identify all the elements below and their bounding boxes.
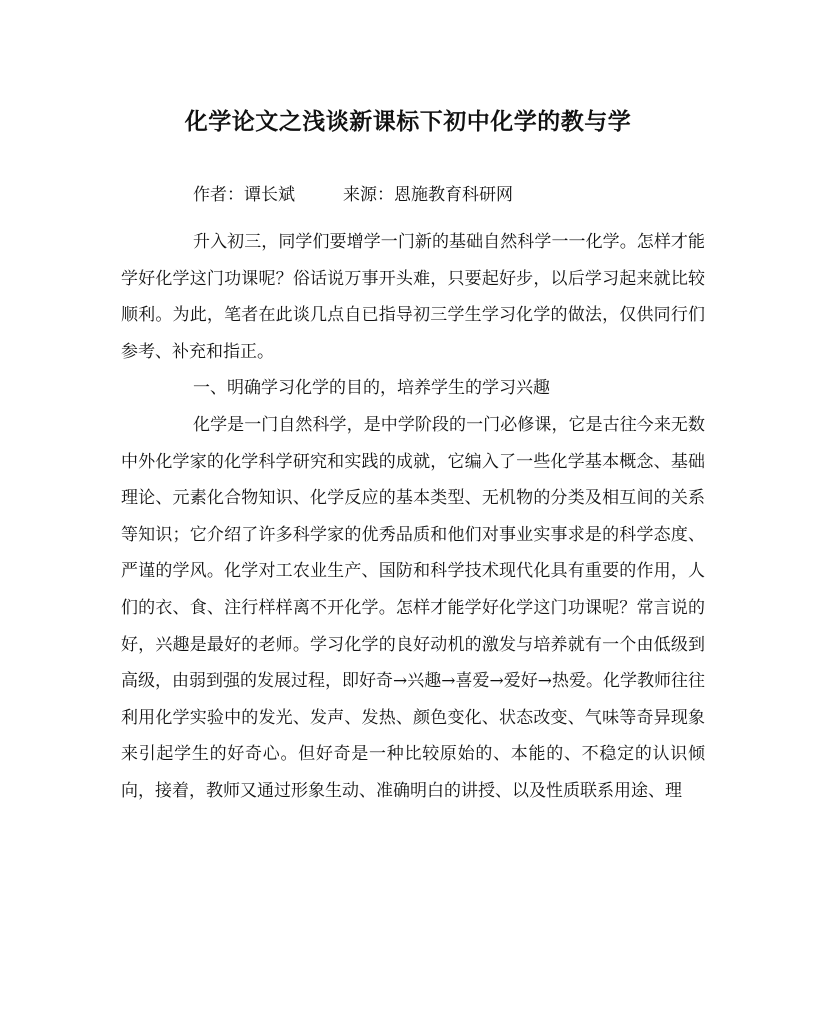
document-title: 化学论文之浅谈新课标下初中化学的教与学 — [184, 108, 632, 135]
byline — [193, 181, 513, 209]
paragraph-body: 化学是一门自然科学，是中学阶段的一门必修课，它是古往今来无数中外化学家的化学科学研究和实践的成就，它编入了一些化学基本概念、基础理论、元素化合物知识、化学反应的基本类型、无机物的分类及相互间的关系等知识；它介绍了许多科学家的优秀品质和他们对事业实事求是的科学态度、严谨的学风。化学对工农业生产、国防和科学技术现代化具有重要的作用，人们的衣、食、注行样样离不开化学。怎样才能学好化学这门功课呢？常言说的好，兴趣是最好的老师。学习化学的良好动机的激发与培养就有一个由低级到高级，由弱到强的发展过程，即好奇→兴趣→喜爱→爱好→热爱。化学教师往往利用化学实验中的发光、发声、发热、颜色变化、状态改变、气味等奇异现象来引起学生的好奇心。但好奇是一种比较原始的、本能的、不稳定的认识倾向，接着，教师又通过形象生动、准确明白的讲授、以及性质联系用途、理 — [121, 414, 705, 801]
author-label: 作者：谭长斌 — [193, 185, 295, 205]
document-body — [121, 224, 705, 810]
paragraph-intro: 升入初三，同学们要增学一门新的基础自然科学一一化学。怎样才能学好化学这门功课呢？俗话说万事开头难，只要起好步，以后学习起来就比较顺利。为此，笔者在此谈几点自已指导初三学生学习化学的做法，仅供同行们参考、补充和指正。 — [121, 232, 705, 362]
source-label: 来源：恩施教育科研网 — [343, 185, 513, 205]
section-heading: 一、明确学习化学的目的，培养学生的学习兴趣 — [193, 378, 550, 399]
